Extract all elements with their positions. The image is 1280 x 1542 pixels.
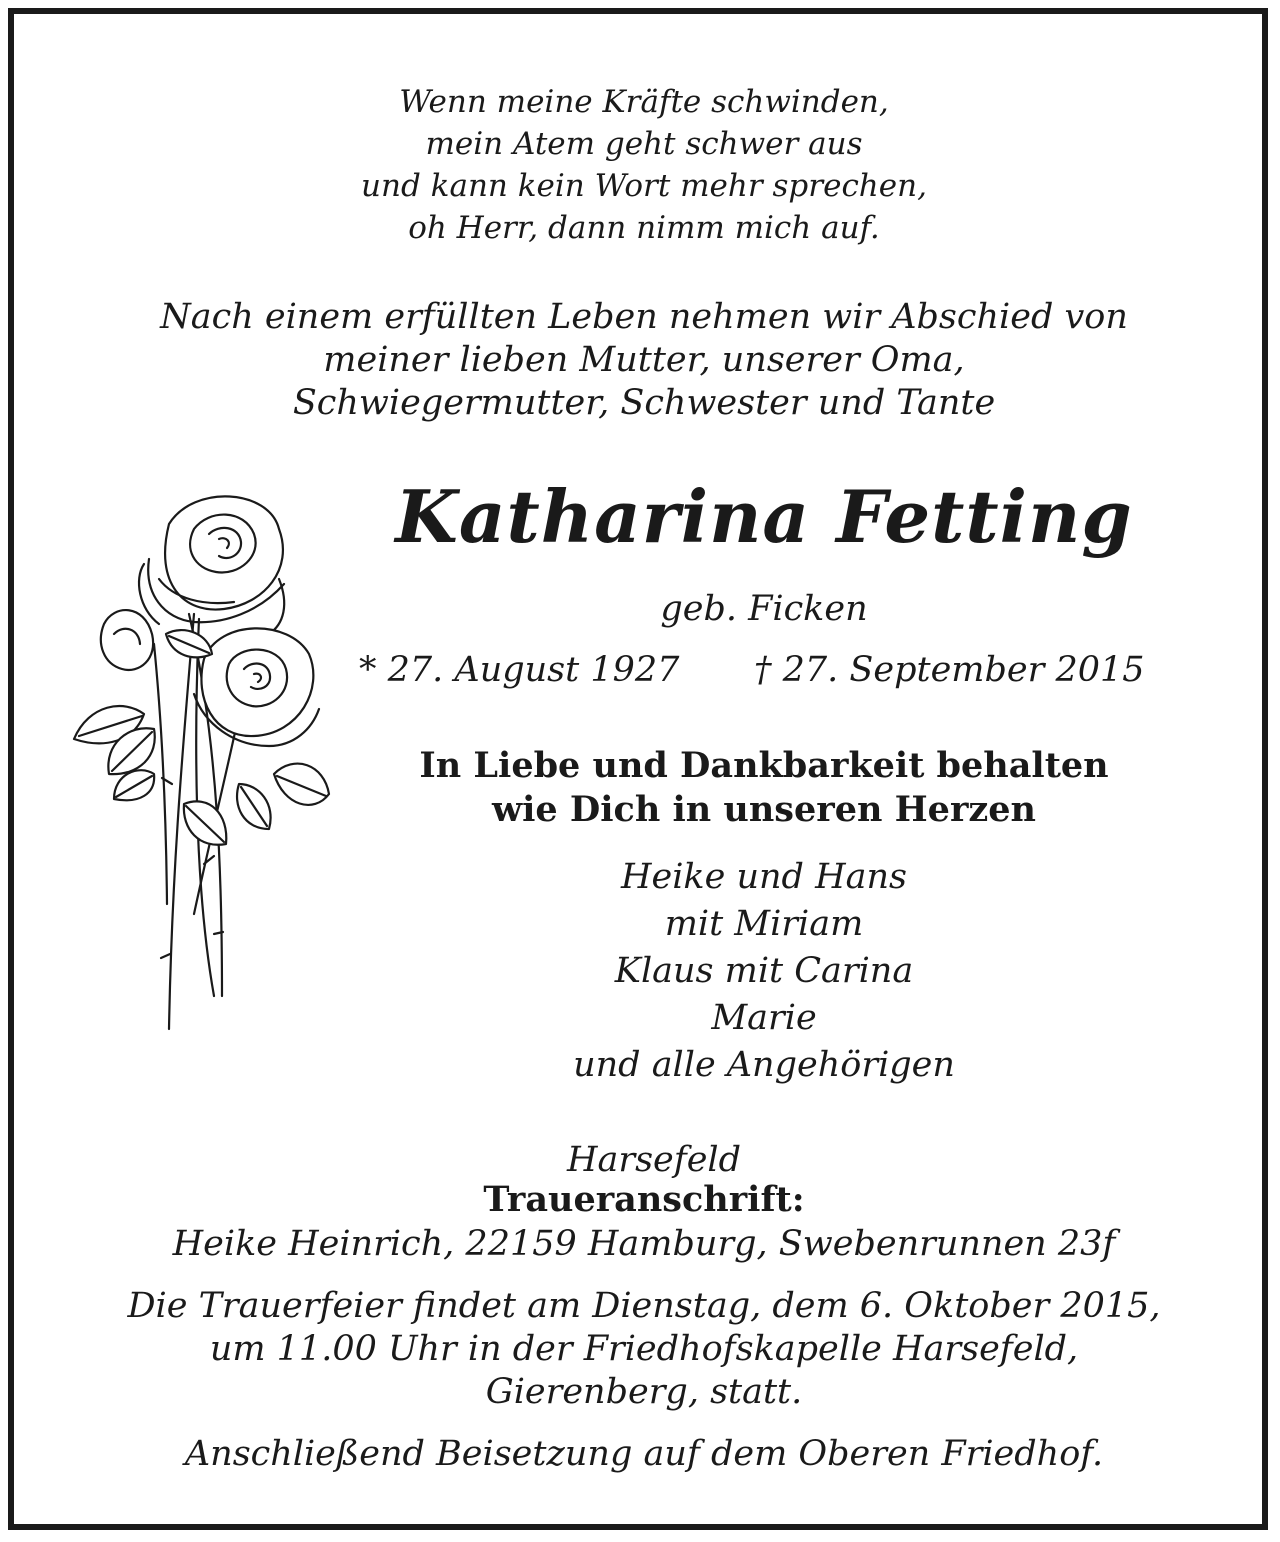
dedication-line-1: In Liebe und Dankbarkeit behalten [419,745,1109,786]
intro-line-3: Schwiegermutter, Schwester und Tante [292,383,996,423]
dedication-line-2: wie Dich in unseren Herzen [492,789,1036,830]
verse-line-4: oh Herr, dann nimm mich auf. [408,210,880,246]
intro-line-2: meiner lieben Mutter, unserer Oma, [323,340,965,380]
address-value: Heike Heinrich, 22159 Hamburg, Swebenrunnen 23f [172,1224,1116,1264]
mourner-line-2: mit Miriam [664,904,864,944]
verse-line-1: Wenn meine Kräfte schwinden, [399,84,889,120]
verse-line-2: mein Atem geht schwer aus [425,126,863,162]
burial-note: Anschließend Beisetzung auf dem Oberen Friedhof. [184,1434,1104,1474]
ceremony-line-3: Gierenberg, statt. [485,1372,803,1412]
verse-line-3: und kann kein Wort mehr sprechen, [361,168,927,204]
ceremony-line-1: Die Trauerfeier findet am Dienstag, dem 6. Oktober 2015, [127,1286,1161,1326]
rose-illustration [44,484,334,1044]
intro-line-1: Nach einem erfüllten Leben nehmen wir Abschied von [160,297,1128,337]
mourner-line-3: Klaus mit Carina [614,951,914,991]
ceremony-line-2: um 11.00 Uhr in der Friedhofskapelle Harsefeld, [209,1329,1079,1369]
mourner-line-4: Marie [711,998,817,1038]
death-date: † 27. September 2015 [754,650,1145,690]
mourner-line-1: Heike und Hans [621,857,907,897]
mourner-line-5: und alle Angehörigen [573,1045,955,1085]
birth-date: * 27. August 1927 [359,650,680,690]
deceased-name: Katharina Fetting [395,474,1133,559]
place-name: Harsefeld [566,1140,742,1180]
address-label: Traueranschrift: [483,1179,805,1220]
obituary-frame [8,8,1268,1530]
birth-name: geb. Ficken [660,589,868,629]
